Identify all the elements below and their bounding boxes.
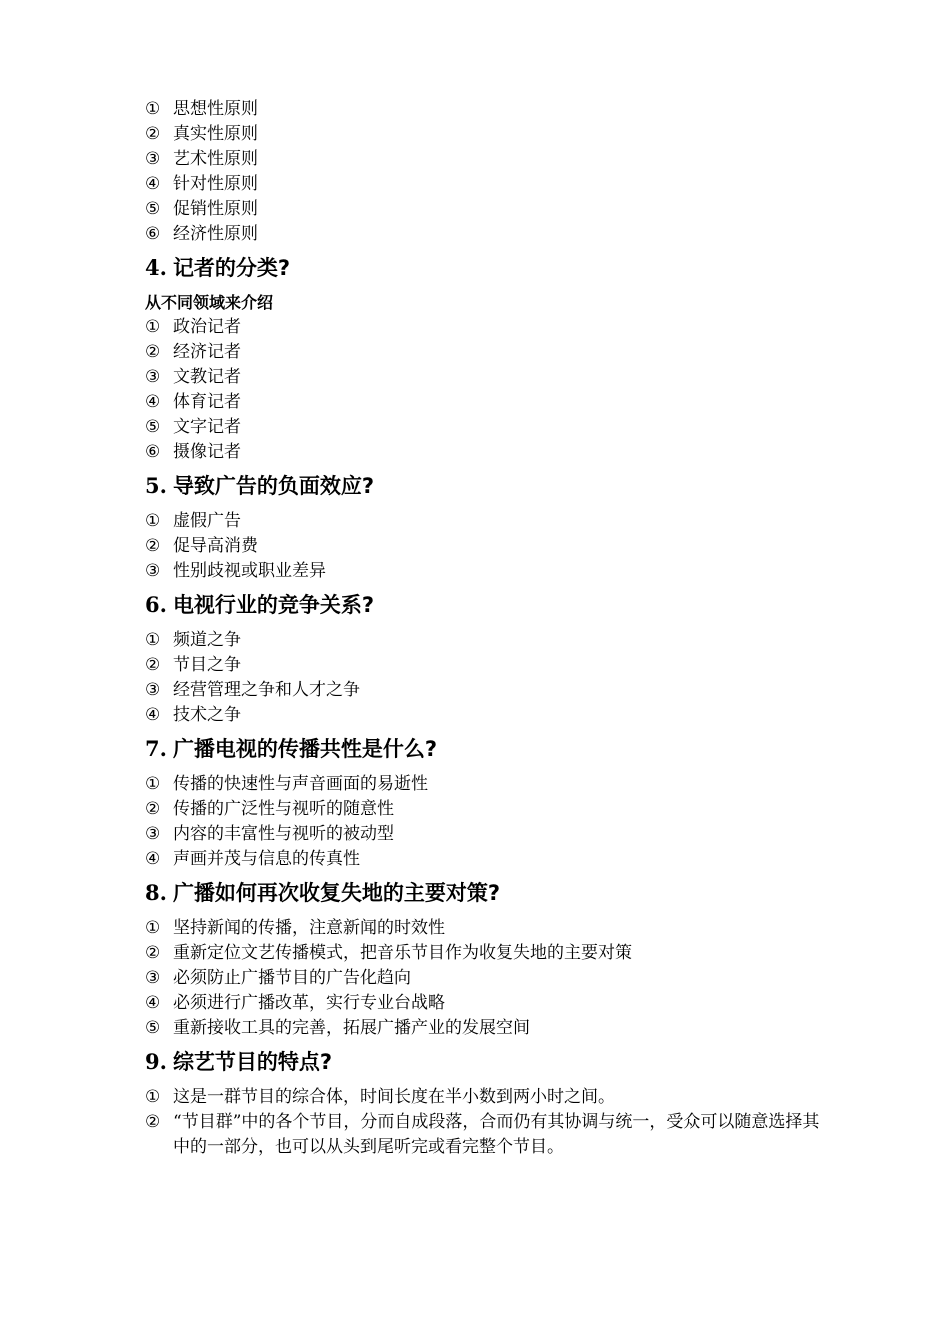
list-item	[145, 534, 825, 559]
list-item-text: 促销性原则	[173, 199, 258, 219]
principles-list	[145, 97, 825, 247]
section-broadcast-commonality	[145, 728, 825, 872]
list-item	[145, 847, 825, 872]
list-marker: ②	[145, 124, 161, 144]
list-item-text: 坚持新闻的传播，注意新闻的时效性	[173, 918, 445, 938]
list-marker: ⑤	[145, 1018, 161, 1038]
list-marker: ⑤	[145, 199, 161, 219]
list-item	[145, 197, 825, 222]
list-item	[145, 991, 825, 1016]
list-item-text: 虚假广告	[173, 511, 241, 531]
list-item-text: 真实性原则	[173, 124, 258, 144]
list-item	[145, 916, 825, 941]
list-item	[145, 509, 825, 534]
list-item	[145, 628, 825, 653]
list-marker: ①	[145, 99, 161, 119]
list-item-text: 体育记者	[173, 392, 241, 412]
list-item	[145, 653, 825, 678]
list-item	[145, 365, 825, 390]
section-list	[145, 1085, 825, 1160]
list-marker: ⑥	[145, 442, 161, 462]
list-item	[145, 440, 825, 465]
section-number: 8.	[145, 880, 167, 905]
list-item	[145, 966, 825, 991]
section-list	[145, 772, 825, 872]
list-marker: ③	[145, 149, 161, 169]
list-item	[145, 941, 825, 966]
list-item	[145, 390, 825, 415]
list-item-text: 声画并茂与信息的传真性	[173, 849, 360, 869]
list-item	[145, 703, 825, 728]
section-number: 4.	[145, 255, 167, 280]
section-title: 广播如何再次收复失地的主要对策?	[172, 881, 501, 905]
list-item-text: 针对性原则	[173, 174, 258, 194]
list-marker: ①	[145, 774, 161, 794]
section-title: 广播电视的传播共性是什么?	[172, 737, 438, 761]
list-marker: ⑤	[145, 417, 161, 437]
list-marker: ②	[145, 655, 161, 675]
section-heading	[145, 872, 825, 916]
list-item-text: 摄像记者	[173, 442, 241, 462]
section-variety-show-features	[145, 1041, 825, 1160]
section-title: 电视行业的竞争关系?	[172, 593, 375, 617]
list-item-text: 必须进行广播改革，实行专业台战略	[173, 993, 445, 1013]
list-marker: ③	[145, 367, 161, 387]
section-title: 记者的分类?	[172, 256, 291, 280]
list-marker: ①	[145, 1087, 161, 1107]
list-item	[145, 822, 825, 847]
list-item-text: 经济记者	[173, 342, 241, 362]
document-page	[145, 97, 825, 1160]
list-marker: ①	[145, 317, 161, 337]
section-heading	[145, 465, 825, 509]
list-item	[145, 797, 825, 822]
section-radio-recovery-strategy	[145, 872, 825, 1041]
list-item-text: 重新定位文艺传播模式，把音乐节目作为收复失地的主要对策	[173, 943, 632, 963]
list-marker: ⑥	[145, 224, 161, 244]
list-item-text: 经济性原则	[173, 224, 258, 244]
list-item	[145, 122, 825, 147]
section-title: 导致广告的负面效应?	[172, 474, 375, 498]
section-list	[145, 509, 825, 584]
section-list	[145, 315, 825, 465]
list-marker: ②	[145, 799, 161, 819]
list-marker: ④	[145, 392, 161, 412]
list-marker: ③	[145, 968, 161, 988]
list-item-text: 节目之争	[173, 655, 241, 675]
list-item	[145, 678, 825, 703]
list-marker: ③	[145, 680, 161, 700]
list-marker: ①	[145, 630, 161, 650]
section-number: 6.	[145, 592, 167, 617]
section-title: 综艺节目的特点?	[172, 1050, 333, 1074]
list-item-text: 频道之争	[173, 630, 241, 650]
list-item-text: 传播的快速性与声音画面的易逝性	[173, 774, 428, 794]
list-item	[145, 147, 825, 172]
list-item-text: 重新接收工具的完善，拓展广播产业的发展空间	[173, 1018, 530, 1038]
section-number: 7.	[145, 736, 167, 761]
list-item	[145, 559, 825, 584]
section-subheading: 从不同领域来介绍	[145, 293, 274, 312]
list-marker: ④	[145, 849, 161, 869]
list-item	[145, 415, 825, 440]
section-heading	[145, 584, 825, 628]
section-heading	[145, 247, 825, 291]
list-marker: ②	[145, 342, 161, 362]
list-item	[145, 172, 825, 197]
list-item-text: 这是一群节目的综合体，时间长度在半小数到两小时之间。	[173, 1087, 615, 1107]
list-marker: ①	[145, 918, 161, 938]
section-heading	[145, 728, 825, 772]
list-item	[145, 1085, 825, 1110]
list-item-text: 技术之争	[173, 705, 241, 725]
list-marker: ③	[145, 561, 161, 581]
section-list	[145, 628, 825, 728]
section-list	[145, 916, 825, 1041]
section-reporter-types	[145, 247, 825, 465]
list-item-text: 经营管理之争和人才之争	[173, 680, 360, 700]
list-item-text: 思想性原则	[173, 99, 258, 119]
list-item	[145, 340, 825, 365]
list-item	[145, 222, 825, 247]
list-item-text: 艺术性原则	[173, 149, 258, 169]
list-marker: ④	[145, 705, 161, 725]
list-marker: ②	[145, 1112, 161, 1132]
section-number: 9.	[145, 1049, 167, 1074]
list-marker: ③	[145, 824, 161, 844]
section-tv-competition	[145, 584, 825, 728]
list-item	[145, 1016, 825, 1041]
list-item-text: “节目群”中的各个节目，分而自成段落，合而仍有其协调与统一，受众可以随意选择其中的一部分，也可以从头到尾听完或看完整个节目。	[173, 1112, 820, 1157]
list-marker: ④	[145, 174, 161, 194]
section-ad-negative-effects	[145, 465, 825, 584]
list-item	[145, 1110, 825, 1160]
list-item-text: 传播的广泛性与视听的随意性	[173, 799, 394, 819]
list-item-text: 政治记者	[173, 317, 241, 337]
list-marker: ①	[145, 511, 161, 531]
list-item-text: 文字记者	[173, 417, 241, 437]
section-heading	[145, 1041, 825, 1085]
list-marker: ②	[145, 943, 161, 963]
list-marker: ④	[145, 993, 161, 1013]
list-marker: ②	[145, 536, 161, 556]
list-item	[145, 97, 825, 122]
section-number: 5.	[145, 473, 167, 498]
list-item-text: 内容的丰富性与视听的被动型	[173, 824, 394, 844]
list-item-text: 文教记者	[173, 367, 241, 387]
list-item	[145, 315, 825, 340]
list-item-text: 促导高消费	[173, 536, 258, 556]
list-item	[145, 772, 825, 797]
list-item-text: 性别歧视或职业差异	[173, 561, 326, 581]
list-item-text: 必须防止广播节目的广告化趋向	[173, 968, 411, 988]
